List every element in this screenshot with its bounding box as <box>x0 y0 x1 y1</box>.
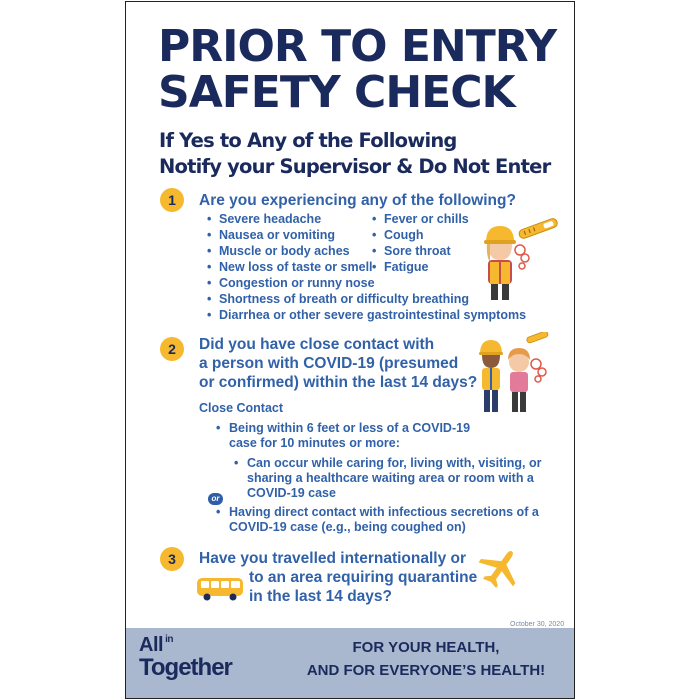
slogan-line-2: AND FOR EVERYONE’S HEALTH! <box>306 662 546 679</box>
subtitle-line-1: If Yes to Any of the Following <box>159 129 457 152</box>
symptom-item: • Fever or chills <box>370 211 469 227</box>
section-1-question: Are you experiencing any of the following? <box>199 192 516 209</box>
point-line: Being within 6 feet or less of a COVID-19 <box>229 421 471 435</box>
symptom-item: • Sore throat <box>370 243 469 259</box>
subtitle <box>159 128 550 180</box>
symptom-item: • Diarrhea or other severe gastrointestinal symptoms <box>205 307 526 323</box>
symptom-list-left <box>205 211 373 275</box>
question-line: or confirmed) within the last 14 days? <box>199 374 478 391</box>
bullet: • <box>216 421 221 435</box>
symptom-item: • Shortness of breath or difficulty breathing <box>205 291 526 307</box>
all-in-together-logo <box>139 635 232 681</box>
point-line: case for 10 minutes or more: <box>229 436 400 450</box>
point-line: Having direct contact with infectious secretions of a <box>229 505 539 519</box>
close-contact-subpoint <box>234 456 542 501</box>
symptom-item: • Fatigue <box>370 259 469 275</box>
symptom-list-right <box>370 211 469 275</box>
bullet: • <box>234 456 239 470</box>
symptom-item: • New loss of taste or smell <box>205 259 373 275</box>
section-3-question-line-3: in the last 14 days? <box>249 588 392 605</box>
point-line: COVID-19 case (e.g., being coughed on) <box>229 520 466 534</box>
slogan-line-1: FOR YOUR HEALTH, <box>352 639 500 656</box>
section-3-question-line-1: Have you travelled internationally or <box>199 550 467 567</box>
sick-worker-icon <box>478 222 530 304</box>
footer-slogan <box>286 636 566 682</box>
title-line-1: PRIOR TO ENTRY <box>158 21 557 72</box>
airplane-icon <box>478 546 524 588</box>
question-line: Did you have close contact with <box>199 336 435 353</box>
symptom-item: • Cough <box>370 227 469 243</box>
page-title <box>158 21 557 118</box>
section-2-number: 2 <box>160 337 184 361</box>
section-2-question <box>199 335 477 392</box>
date-stamp: October 30, 2020 <box>510 621 565 628</box>
section-1-number: 1 <box>160 188 184 212</box>
symptom-item: • Nausea or vomiting <box>205 227 373 243</box>
close-contact-heading: Close Contact <box>199 401 284 415</box>
bus-icon <box>196 576 244 602</box>
subtitle-line-2: Notify your Supervisor & Do Not Enter <box>159 155 551 178</box>
point-line: sharing a healthcare waiting area or room with a <box>247 471 534 485</box>
logo-all: All <box>139 634 164 656</box>
safety-poster <box>125 1 575 699</box>
or-badge: or <box>208 493 223 505</box>
logo-in: in <box>165 634 173 645</box>
point-line: COVID-19 case <box>247 486 336 500</box>
section-3-number: 3 <box>160 547 184 571</box>
bullet: • <box>216 505 221 519</box>
close-contact-point-2 <box>216 505 539 535</box>
symptom-item: • Severe headache <box>205 211 373 227</box>
footer-banner <box>126 628 574 698</box>
section-3-question-line-2: to an area requiring quarantine <box>249 569 478 586</box>
logo-together: Together <box>139 654 232 681</box>
point-line: Can occur while caring for, living with, visiting, or <box>247 456 542 470</box>
close-contact-point-1 <box>216 421 471 451</box>
two-people-icon <box>478 332 554 416</box>
symptom-item: • Muscle or body aches <box>205 243 373 259</box>
title-line-2: SAFETY CHECK <box>158 67 515 118</box>
question-line: a person with COVID-19 (presumed <box>199 355 459 372</box>
symptom-item: • Congestion or runny nose <box>205 275 526 291</box>
